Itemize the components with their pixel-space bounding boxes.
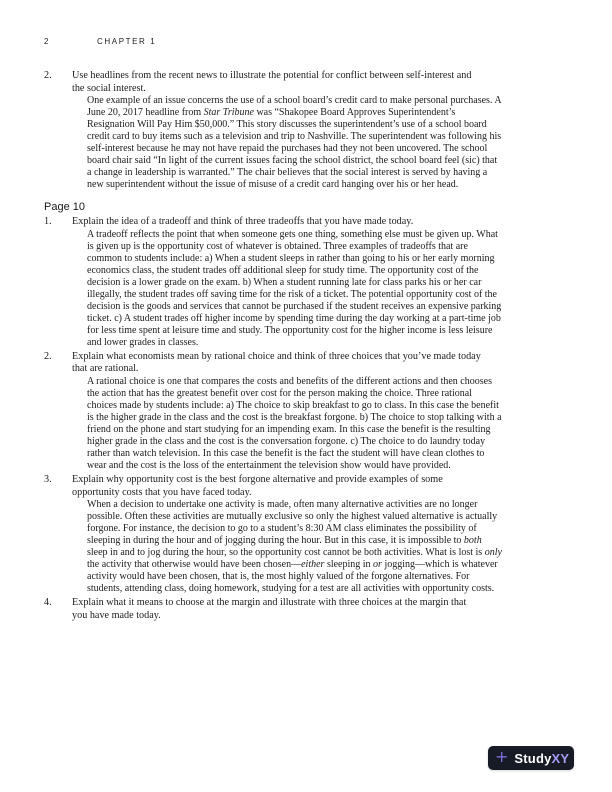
question-text: Use headlines from the recent news to illustrate the potential for conflict between self-interest and the social interest.: [72, 70, 472, 94]
question-row: [44, 70, 514, 95]
studyxy-logo: [488, 746, 574, 770]
question-number: 1.: [44, 216, 52, 228]
answer-segment: jogging—which is whatever activity would have been chosen, that is, the most highly valued of the forgone alternatives. For students, attending class, doing homework, studying for a test are all activities with opportunity costs.: [87, 559, 498, 595]
answer-italic-segment: only: [484, 547, 502, 559]
question-number: 3.: [44, 473, 52, 485]
question-number: 4.: [44, 597, 52, 609]
answer-segment: the activity that otherwise would have been chosen—: [87, 559, 302, 571]
answer-italic-segment: both: [463, 535, 482, 547]
question-row: [44, 597, 514, 622]
question-row: [44, 216, 514, 229]
answer-text: [87, 499, 503, 595]
question-text: Explain why opportunity cost is the best forgone alternative and provide examples of some opportunity costs that you have faced today.: [72, 473, 443, 498]
logo-text-accent: XY: [551, 750, 570, 766]
question-text: Explain what economists mean by rational choice and think of three choices that you’ve made today that are rational.: [72, 350, 481, 375]
answer-segment: sleeping in: [324, 559, 374, 571]
qa-item: [44, 351, 514, 472]
answer-text: [87, 95, 503, 191]
answer-text: [87, 229, 503, 349]
page-content: [44, 0, 514, 622]
question-number: 2.: [44, 350, 52, 362]
answer-segment: was “Shakopee Board Approves Superintendent’s Resignation Will Pay Him $50,000.” This story discusses the superintendent’s use of a school board credit card to buy items such as a television and trip to Nashville. The superintendent was following his self-interest because he may not have repaid the purchases had they not been uncovered. The school board chair said “In light of the current issues facing the school district, the school board feel (sic) that a change in leadership is warranted.” The chair believes that the social interest is served by having a new superintendent without the issue of misuse of a credit card hanging over his or her head.: [87, 107, 502, 191]
answer-segment: When a decision to undertake one activity is made, often many alternative activities are no longer possible. Often these activities are mutually exclusive so only the highest valued alternative is actually forgone. For instance, the decision to go to a student’s 8:30 AM class eliminates the possibility of sleeping in during the hour and of jogging during the hour. But in this case, it is impossible to: [87, 499, 498, 547]
qa-item: [44, 597, 514, 622]
answer-segment: A rational choice is one that compares the costs and benefits of the different actions and then chooses the action that has the greatest benefit over cost for the person making the choice. Three rational choices made by students include: a) The choice to skip breakfast to go to class. In this case the benefit is the higher grade in the class and the cost is the breakfast forgone. b) The choice to stop talking with a friend on the phone and start studying for an impending exam. In this case the benefit is the resulting higher grade in the class and the cost is the conversation forgone. c) The choice to do laundry today rather than watch television. In this case the benefit is the fact the student will have clean clothes to wear and the cost is the loss of the entertainment the television show would have provided.: [87, 375, 502, 471]
qa-item: [44, 70, 514, 191]
intro-question-list: [44, 70, 514, 191]
answer-segment: A tradeoff reflects the point that when someone gets one thing, something else must be given up. What is given up is the opportunity cost of whatever is obtained. Three examples of tradeoffs that are common to students include: a) When a student sleeps in rather than going to his or her early morning economics class, the student trades off additional sleep for study time. The opportunity cost of the decision is a lower grade on the exam. b) When a student running late for class parks his or her car illegally, the student trades off saving time for the risk of a ticket. The potential opportunity cost of the decision is the goods and services that cannot be purchased if the student receives an expensive parking ticket. c) A student trades off higher income by spending time during the day working at a part-time job for less time spent at leisure time and study. The opportunity cost for the higher income is less leisure and lower grades in classes.: [87, 228, 502, 348]
chapter-label: CHAPTER 1: [97, 37, 157, 46]
answer-italic-segment: or: [373, 559, 382, 571]
page-header: [44, 37, 514, 46]
logo-text-primary: Study: [514, 750, 552, 766]
qa-item: [44, 474, 514, 595]
qa-item: [44, 216, 514, 349]
question-text: Explain what it means to choose at the margin and illustrate with three choices at the margin that you have made today.: [72, 597, 467, 621]
question-row: [44, 351, 514, 376]
page10-heading: Page 10: [44, 201, 85, 214]
answer-segment: One example of an issue concerns the use of a school board’s credit card to make personal purchases. A June 20, 2017 headline from: [87, 95, 502, 119]
question-row: [44, 474, 514, 499]
page-number: 2: [44, 37, 49, 46]
plus-icon: +: [495, 747, 509, 766]
answer-italic-segment: either: [301, 559, 325, 571]
answer-text: [87, 376, 503, 472]
question-text: Explain the idea of a tradeoff and think of three tradeoffs that you have made today.: [72, 216, 414, 228]
question-number: 2.: [44, 70, 52, 81]
answer-italic-segment: Star Tribune: [203, 107, 254, 119]
page10-question-list: [44, 216, 514, 622]
answer-segment: sleep in and to jog during the hour, so the opportunity cost cannot be both activities. What is lost is: [87, 547, 485, 559]
